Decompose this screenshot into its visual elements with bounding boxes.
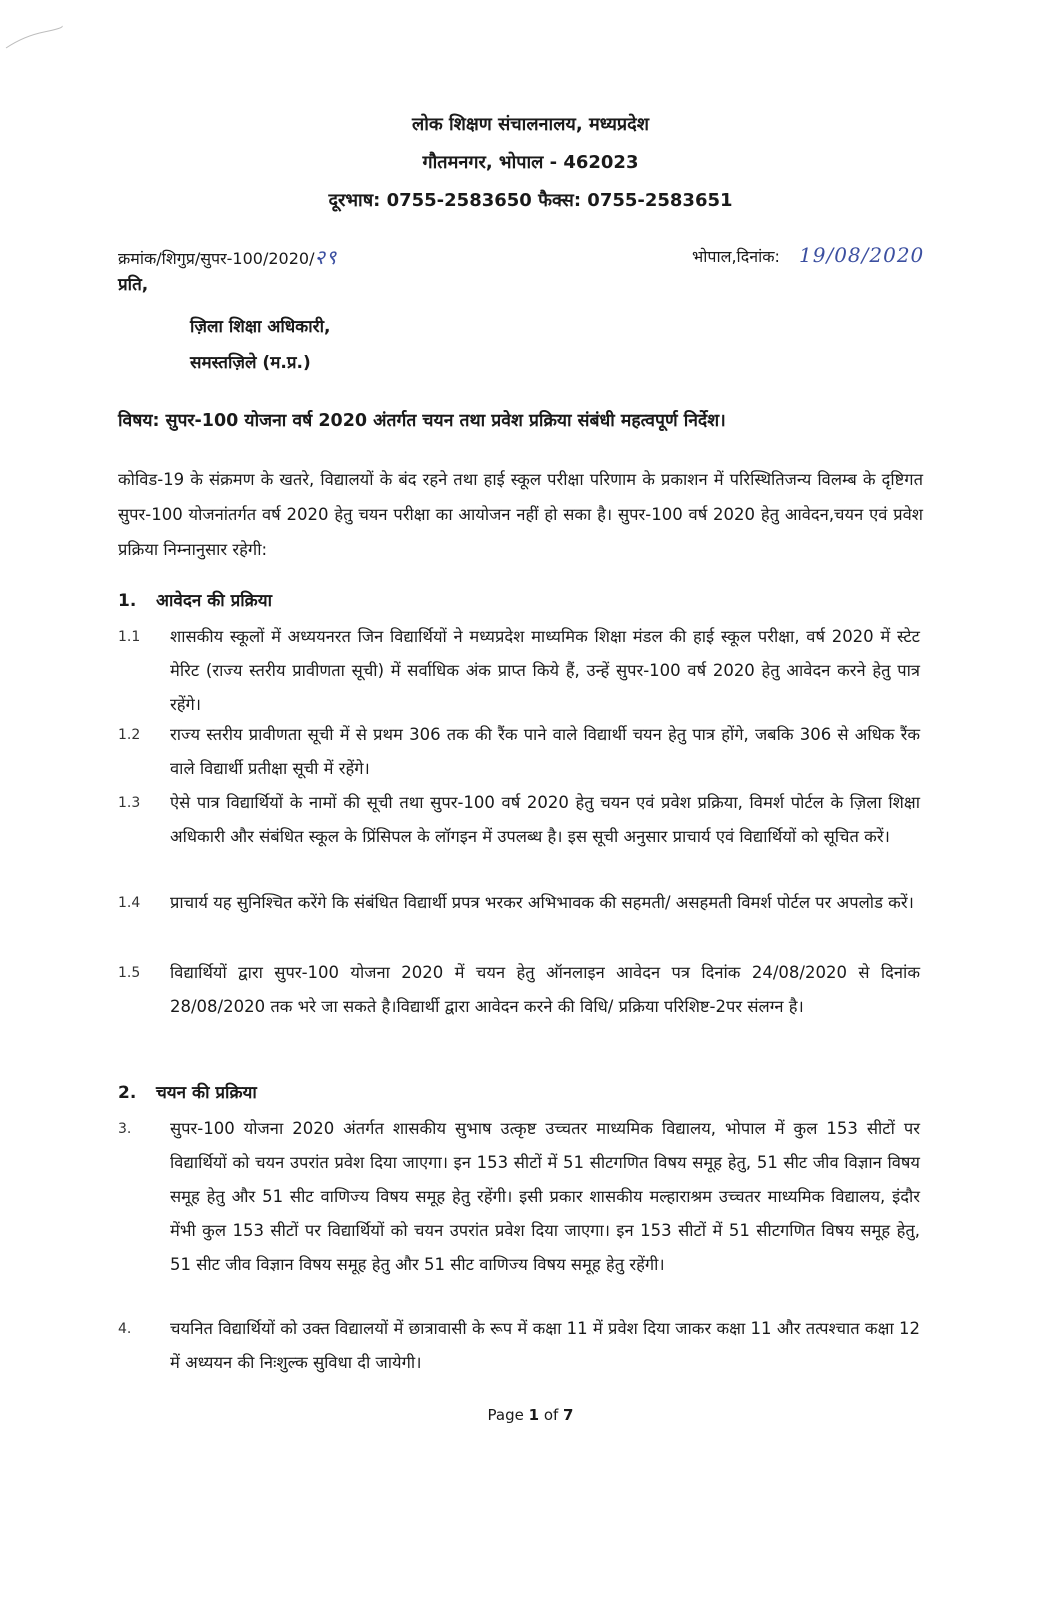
section-1-number: 1. bbox=[118, 591, 137, 611]
list-item-text: विद्यार्थियों द्वारा सुपर-100 योजना 2020 में चयन हेतु ऑनलाइन आवेदन पत्र दिनांक 24/08/2020 से दिनांक 28/08/2020 तक भरे जा सकते है।विद्यार्थी द्वारा आवेदन करने की विधि/ प्रक्रिया परिशिष्ट-2पर संलग्न है। bbox=[170, 963, 920, 1016]
office-title: लोक शिक्षण संचालनालय, मध्यप्रदेश bbox=[412, 114, 649, 135]
reference-number-handwritten: २९ bbox=[314, 245, 338, 269]
list-item-number: 1.3 bbox=[118, 795, 141, 811]
list-item-text: सुपर-100 योजना 2020 अंतर्गत शासकीय सुभाष उत्कृष्ट उच्चतर माध्यमिक विद्यालय, भोपाल में कुल 153 सीटों पर विद्यार्थियों को चयन उपरांत प्रवेश दिया जाएगा। इन 153 सीटों में 51 सीटगणित विषय समूह हेतु, 51 सीट जीव विज्ञान विषय समूह हेतु और 51 सीट वाणिज्य विषय समूह हेतु रहेंगी। इसी प्रकार शासकीय मल्हाराश्रम उच्चतर माध्यमिक विद्यालय, इंदौर मेंभी कुल 153 सीटों पर विद्यार्थियों को चयन उपरांत प्रवेश दिया जाएगा। इन 153 सीटों में 51 सीटगणित विषय समूह हेतु, 51 सीट जीव विज्ञान विषय समूह हेतु और 51 सीट वाणिज्य विषय समूह हेतु रहेंगी। bbox=[170, 1119, 920, 1274]
recipient-line1: ज़िला शिक्षा अधिकारी, bbox=[190, 317, 331, 337]
section-2-heading bbox=[118, 1080, 257, 1103]
section-2-title: चयन की प्रक्रिया bbox=[156, 1083, 257, 1103]
section-1-heading bbox=[118, 588, 272, 611]
page-prefix: Page bbox=[487, 1406, 529, 1424]
recipient-prati: प्रति, bbox=[118, 275, 149, 295]
list-item-number: 3. bbox=[118, 1121, 132, 1137]
reference-date-handwritten: 19/08/2020 bbox=[799, 243, 925, 267]
page-number bbox=[0, 1406, 1061, 1424]
pen-mark bbox=[4, 22, 64, 52]
list-item-text: राज्य स्तरीय प्रावीणता सूची में से प्रथम 306 तक की रैंक पाने वाले विद्यार्थी चयन हेतु पात्र होंगे, जबकि 306 से अधिक रैंक वाले विद्यार्थी प्रतीक्षा सूची में रहेंगे। bbox=[170, 725, 920, 778]
page-current: 1 bbox=[528, 1406, 540, 1424]
reference-date-label: भोपाल,दिनांक: bbox=[692, 247, 780, 266]
list-item-number: 1.2 bbox=[118, 727, 141, 743]
reference-number-label: क्रमांक/शिगुप्र/सुपर-100/2020/ bbox=[118, 249, 315, 268]
page-of: of bbox=[539, 1406, 564, 1424]
reference-number bbox=[118, 243, 337, 270]
office-contact: दूरभाष: 0755-2583650 फैक्स: 0755-2583651 bbox=[328, 190, 733, 211]
list-item-text: ऐसे पात्र विद्यार्थियों के नामों की सूची तथा सुपर-100 वर्ष 2020 हेतु चयन एवं प्रवेश प्रक्रिया, विमर्श पोर्टल के ज़िला शिक्षा अधिकारी और संबंधित स्कूल के प्रिंसिपल के लॉगइन में उपलब्ध है। इस सूची अनुसार प्राचार्य एवं विद्यार्थियों को सूचित करें। bbox=[170, 793, 920, 846]
recipient-line2: समस्तज़िले (म.प्र.) bbox=[190, 353, 311, 373]
reference-date bbox=[692, 243, 924, 267]
section-1-title: आवेदन की प्रक्रिया bbox=[156, 591, 272, 611]
office-address: गौतमनगर, भोपाल - 462023 bbox=[422, 152, 639, 173]
list-item-number: 1.5 bbox=[118, 965, 141, 981]
list-item-number: 4. bbox=[118, 1321, 132, 1337]
subject-line: विषय: सुपर-100 योजना वर्ष 2020 अंतर्गत चयन तथा प्रवेश प्रक्रिया संबंधी महत्वपूर्ण निर्देश। bbox=[118, 411, 726, 431]
page-total: 7 bbox=[563, 1406, 574, 1424]
list-item-text: शासकीय स्कूलों में अध्ययनरत जिन विद्यार्थियों ने मध्यप्रदेश माध्यमिक शिक्षा मंडल की हाई स्कूल परीक्षा, वर्ष 2020 में स्टेट मेरिट (राज्य स्तरीय प्रावीणता सूची) में सर्वाधिक अंक प्राप्त किये हैं, उन्हें सुपर-100 वर्ष 2020 हेतु आवेदन करने हेतु पात्र रहेंगे। bbox=[170, 627, 920, 714]
list-item-text: प्राचार्य यह सुनिश्चित करेंगे कि संबंधित विद्यार्थी प्रपत्र भरकर अभिभावक की सहमती/ असहमती विमर्श पोर्टल पर अपलोड करें। bbox=[170, 893, 914, 912]
list-item-number: 1.4 bbox=[118, 895, 141, 911]
list-item-text: चयनित विद्यार्थियों को उक्त विद्यालयों में छात्रावासी के रूप में कक्षा 11 में प्रवेश दिया जाकर कक्षा 11 और तत्पश्चात कक्षा 12 में अध्ययन की निःशुल्क सुविधा दी जायेगी। bbox=[170, 1319, 920, 1372]
section-2-number: 2. bbox=[118, 1083, 137, 1103]
list-item-number: 1.1 bbox=[118, 629, 141, 645]
intro-paragraph: कोविड-19 के संक्रमण के खतरे, विद्यालयों के बंद रहने तथा हाई स्कूल परीक्षा परिणाम के प्रकाशन में परिस्थितिजन्य विलम्ब के दृष्टिगत सुपर-100 योजनांतर्गत वर्ष 2020 हेतु चयन परीक्षा का आयोजन नहीं हो सका है। सुपर-100 वर्ष 2020 हेतु आवेदन,चयन एवं प्रवेश प्रक्रिया निम्नानुसार रहेगी: bbox=[118, 470, 923, 559]
